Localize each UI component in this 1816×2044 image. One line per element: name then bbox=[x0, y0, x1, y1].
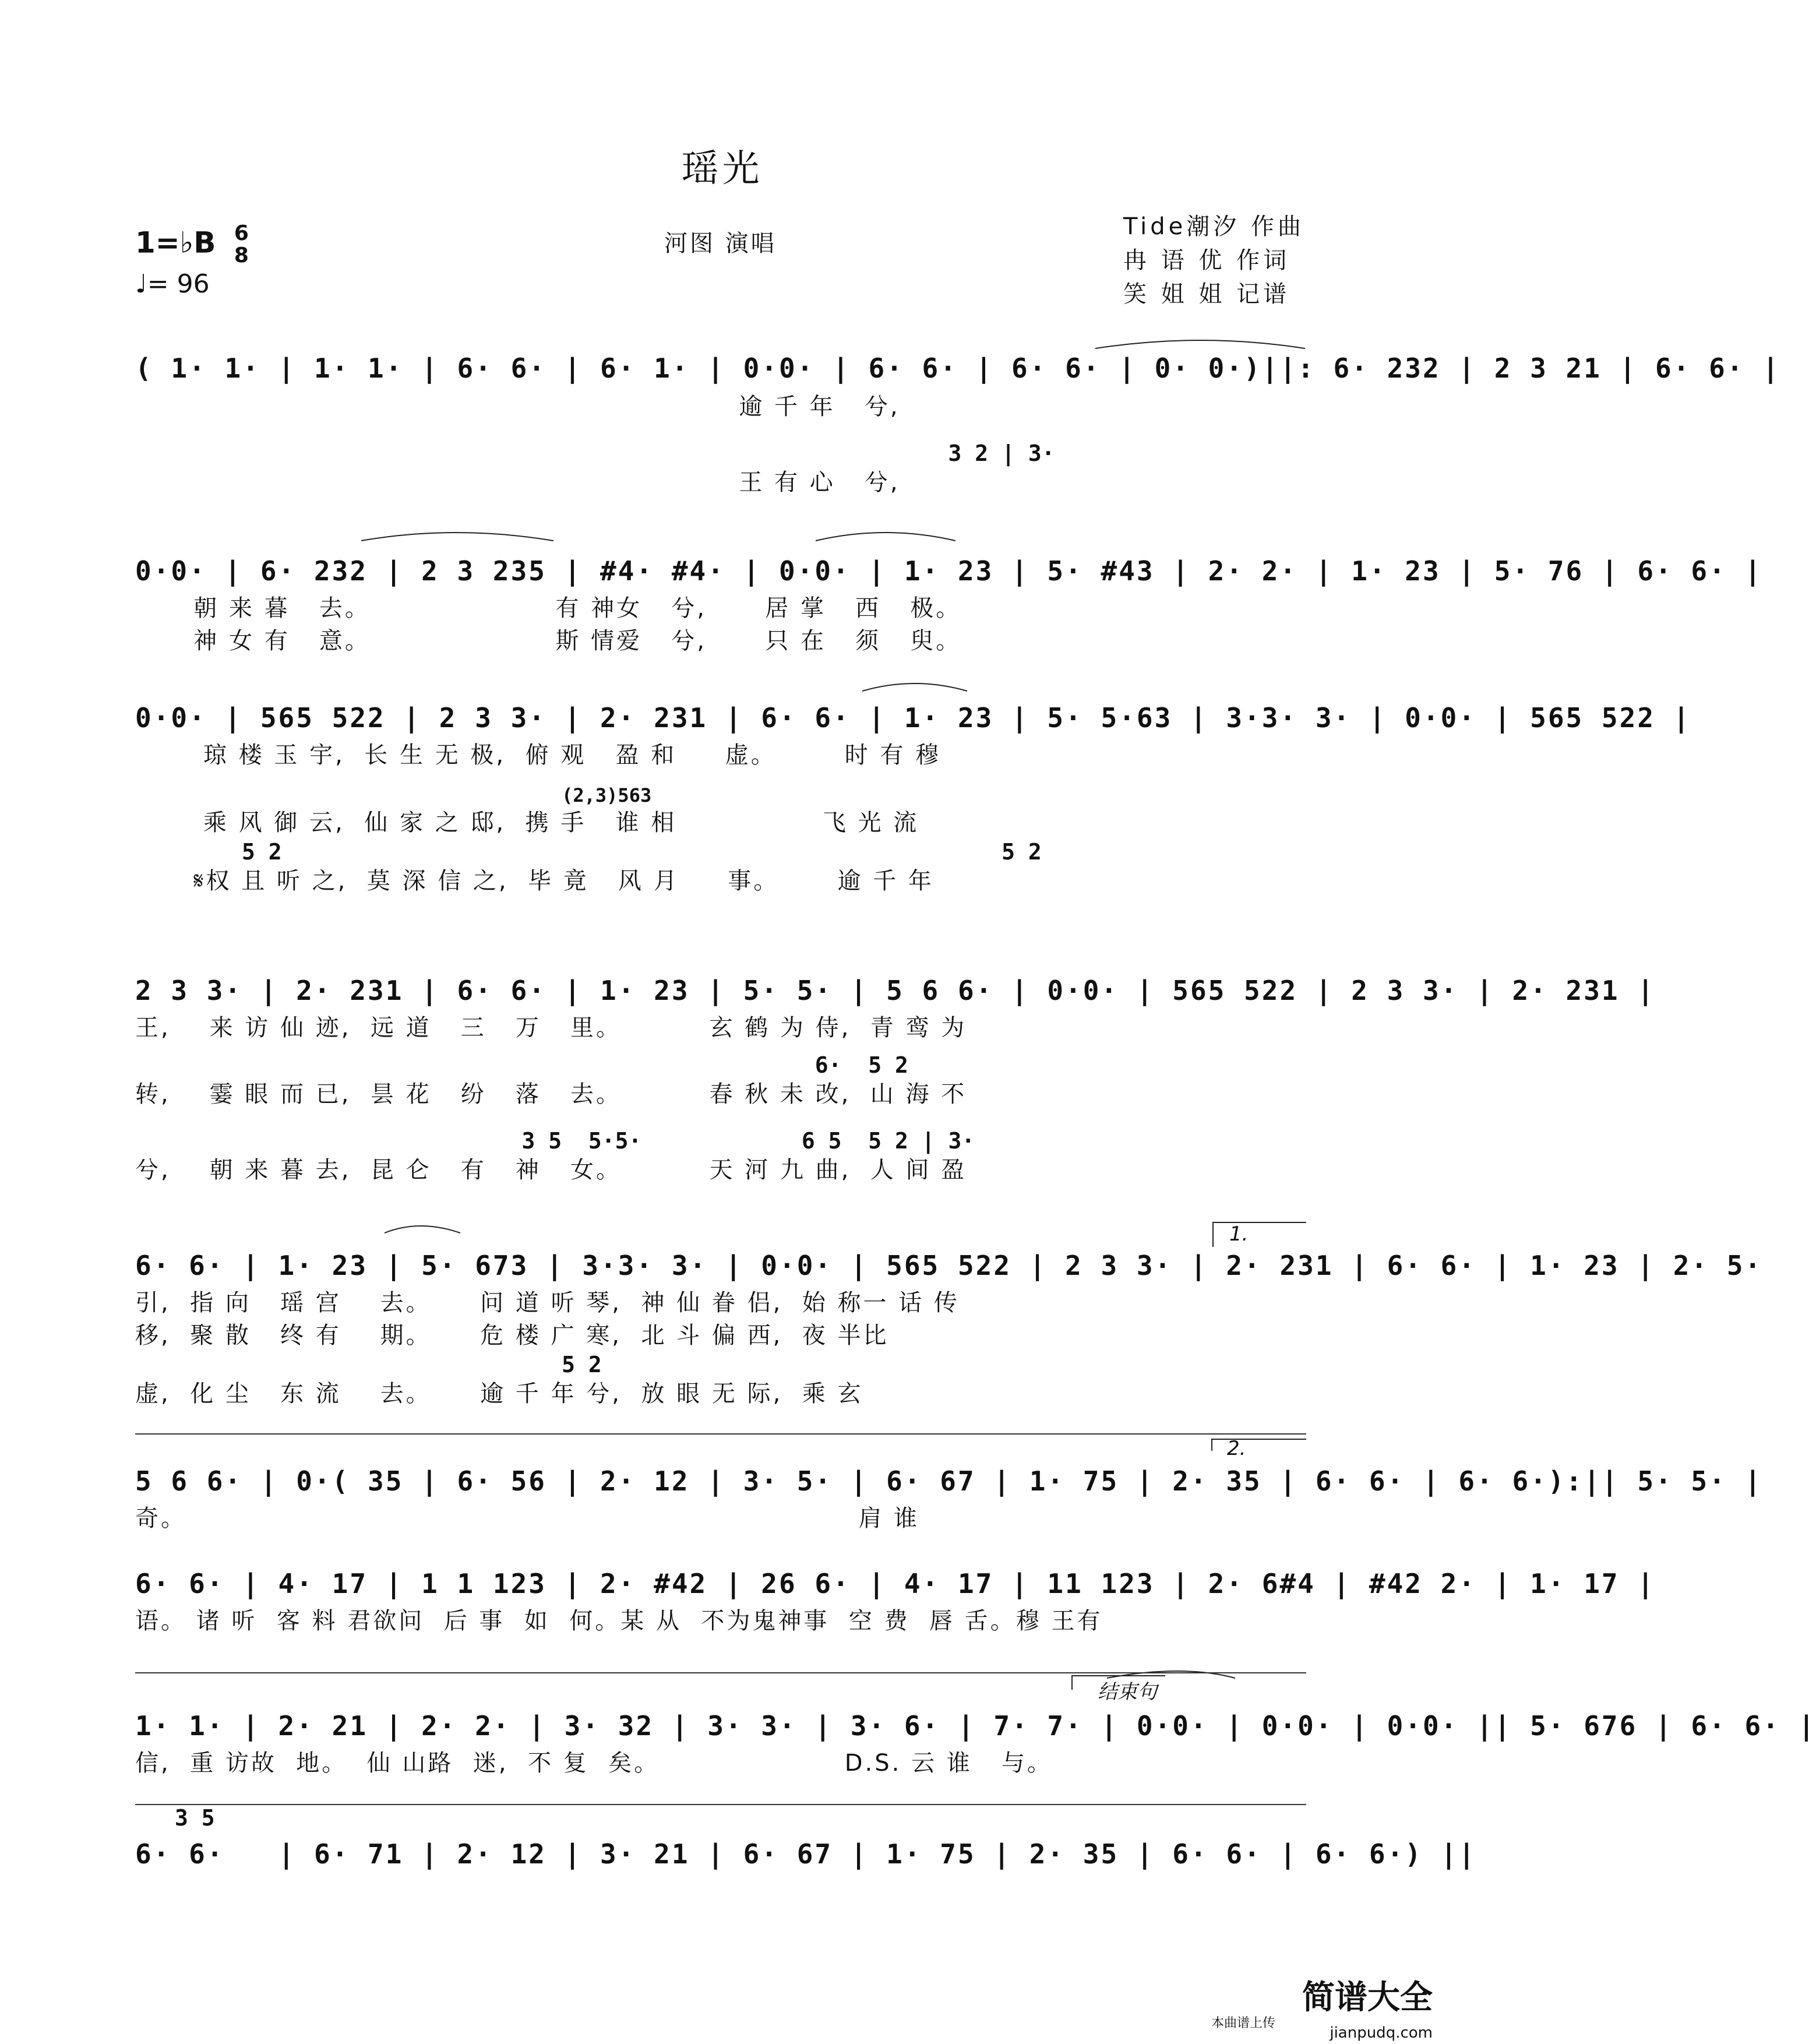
time-bottom: 8 bbox=[234, 244, 249, 267]
ending-phrase-mark bbox=[1098, 1676, 1157, 1704]
system-8 bbox=[135, 1707, 1816, 1779]
system-divider bbox=[135, 1672, 1306, 1673]
alt-notes-line: 3 2 | 3· bbox=[135, 440, 1055, 466]
lyric-line: 逾 千 年 兮, bbox=[135, 393, 900, 420]
lyric-line: 朝 来 暮 去。 有 神女 兮, 居 掌 西 极。 bbox=[135, 595, 962, 622]
notes-line: 1· 1· | 2· 21 | 2· 2· | 3· 32 | 3· 3· | 3· 6· | 7· 7· | 0·0· | 0·0· | 0·0· || 5· 676 | 6· 6· | bbox=[135, 1710, 1816, 1742]
second-ending-label: 2. bbox=[1227, 1437, 1246, 1460]
footer-note bbox=[1211, 2013, 1275, 2031]
alt-notes-line: 5 2 5 2 bbox=[135, 839, 1042, 865]
notes-line: 0·0· | 6· 232 | 2 3 235 | #4· #4· | 0·0· | 1· 23 | 5· #43 | 2· 2· | 1· 23 | 5· 76 | 6· 6· | bbox=[135, 555, 1763, 587]
page-title: 瑶光 bbox=[681, 147, 763, 191]
notes-line: 6· 6· | 6· 71 | 2· 12 | 3· 21 | 6· 67 | 1· 75 | 2· 35 | 6· 6· | 6· 6·) || bbox=[135, 1838, 1477, 1870]
notes-line: 0·0· | 565 522 | 2 3 3· | 2· 231 | 6· 6· | 1· 23 | 5· 5·63 | 3·3· 3· | 0·0· | 565 522 | bbox=[135, 702, 1691, 734]
system-divider bbox=[135, 1433, 1306, 1435]
time-top: 6 bbox=[234, 221, 249, 245]
lyric-line: 王 有 心 兮, bbox=[135, 469, 900, 496]
system-divider bbox=[135, 1804, 1306, 1805]
lyricist-credit: 冉 语 优 作词 bbox=[1123, 247, 1290, 274]
lyric-line: 移, 聚 散 终 有 期。 危 楼 广 寒, 北 斗 偏 西, 夜 半比 bbox=[135, 1322, 889, 1349]
system-6 bbox=[135, 1462, 1763, 1535]
notes-line: 6· 6· | 1· 23 | 5· 673 | 3·3· 3· | 0·0· | 565 522 | 2 3 3· | 2· 231 | 6· 6· | 1· 23 | 2· 5· bbox=[135, 1250, 1763, 1281]
lyric-line: 信, 重 访故 地。 仙 山路 迷, 不 复 矣。 D.S. 云 谁 与。 bbox=[135, 1750, 1053, 1777]
site-logo bbox=[1302, 1972, 1433, 2018]
site-url: jianpudq.com bbox=[1330, 2024, 1433, 2042]
transcriber-credit: 笑 姐 姐 记谱 bbox=[1123, 281, 1290, 308]
lyric-line: 王, 来 访 仙 迹, 远 道 三 万 里。 玄 鹤 为 侍, 青 鸾 为 bbox=[135, 1014, 967, 1041]
singer-credit: 河图 演唱 bbox=[664, 230, 777, 257]
notes-line: ( 1· 1· | 1· 1· | 6· 6· | 6· 1· | 0·0· | 6· 6· | 6· 6· | 0· 0·)||: 6· 232 | 2 3 21 | 6· 6· | bbox=[135, 353, 1780, 384]
second-ending-mark bbox=[1227, 1437, 1246, 1460]
system-9 bbox=[135, 1835, 1477, 1873]
notes-line: 6· 6· | 4· 17 | 1 1 123 | 2· #42 | 26 6· | 4· 17 | 11 123 | 2· 6#4 | #42 2· | 1· 17 | bbox=[135, 1568, 1656, 1599]
lyric-line: 乘 风 御 云, 仙 家 之 邸, 携 手 谁 相 飞 光 流 bbox=[135, 809, 919, 836]
lyric-line: 琼 楼 玉 宇, 长 生 无 极, 俯 观 盈 和 虚。 时 有 穆 bbox=[135, 742, 942, 769]
lyric-line: 𝄋权 且 听 之, 莫 深 信 之, 毕 竟 风 月 事。 逾 千 年 bbox=[135, 868, 934, 894]
lyric-line: 奇。 肩 谁 bbox=[135, 1505, 920, 1532]
notes-line: 5 6 6· | 0·( 35 | 6· 56 | 2· 12 | 3· 5· | 6· 67 | 1· 75 | 2· 35 | 6· 6· | 6· 6·):|| 5· 5· | bbox=[135, 1465, 1763, 1497]
composer-credit: Tide潮汐 作曲 bbox=[1123, 213, 1304, 240]
ending-phrase-label: 结束句 bbox=[1098, 1680, 1157, 1704]
lyric-line: 语。 诸 听 客 料 君欲问 后 事 如 何。某 从 不为鬼神事 空 费 唇 舌。穆 王有 bbox=[135, 1608, 1103, 1634]
alt-notes-line: 6· 5 2 bbox=[135, 1052, 908, 1078]
site-name: 简谱大全 bbox=[1302, 1979, 1433, 2017]
system-7 bbox=[135, 1565, 1656, 1637]
alt-notes-line: 3 5 5·5· 6 5 5 2 | 3· bbox=[135, 1128, 975, 1154]
alt-notes-line: (2,3)563 bbox=[135, 784, 652, 806]
key-label: 1=♭B bbox=[135, 225, 216, 260]
lyric-line: 兮, 朝 来 暮 去, 昆 仑 有 神 女。 天 河 九 曲, 人 间 盈 bbox=[135, 1157, 967, 1183]
tempo-marking: ♩= 96 bbox=[135, 269, 210, 299]
lyric-line: 神 女 有 意。 斯 情爱 兮, 只 在 须 臾。 bbox=[135, 628, 962, 654]
system-5 bbox=[135, 1247, 1763, 1410]
notes-line: 2 3 3· | 2· 231 | 6· 6· | 1· 23 | 5· 5· | 5 6 6· | 0·0· | 565 522 | 2 3 3· | 2· 231 | bbox=[135, 975, 1656, 1006]
first-ending-label: 1. bbox=[1229, 1222, 1249, 1246]
lyric-line: 引, 指 向 瑶 宫 去。 问 道 听 琴, 神 仙 眷 侣, 始 称一 话 传 bbox=[135, 1289, 960, 1316]
grace-notes: 3 5 bbox=[175, 1805, 215, 1831]
lyric-line: 虚, 化 尘 东 流 去。 逾 千 年 兮, 放 眼 无 际, 乘 玄 bbox=[135, 1380, 863, 1407]
alt-notes-line: 5 2 bbox=[135, 1352, 602, 1377]
lyric-line: 转, 霎 眼 而 已, 昙 花 纷 落 去。 春 秋 未 改, 山 海 不 bbox=[135, 1081, 967, 1108]
footer-note-text: 本曲谱上传 bbox=[1211, 2016, 1275, 2031]
